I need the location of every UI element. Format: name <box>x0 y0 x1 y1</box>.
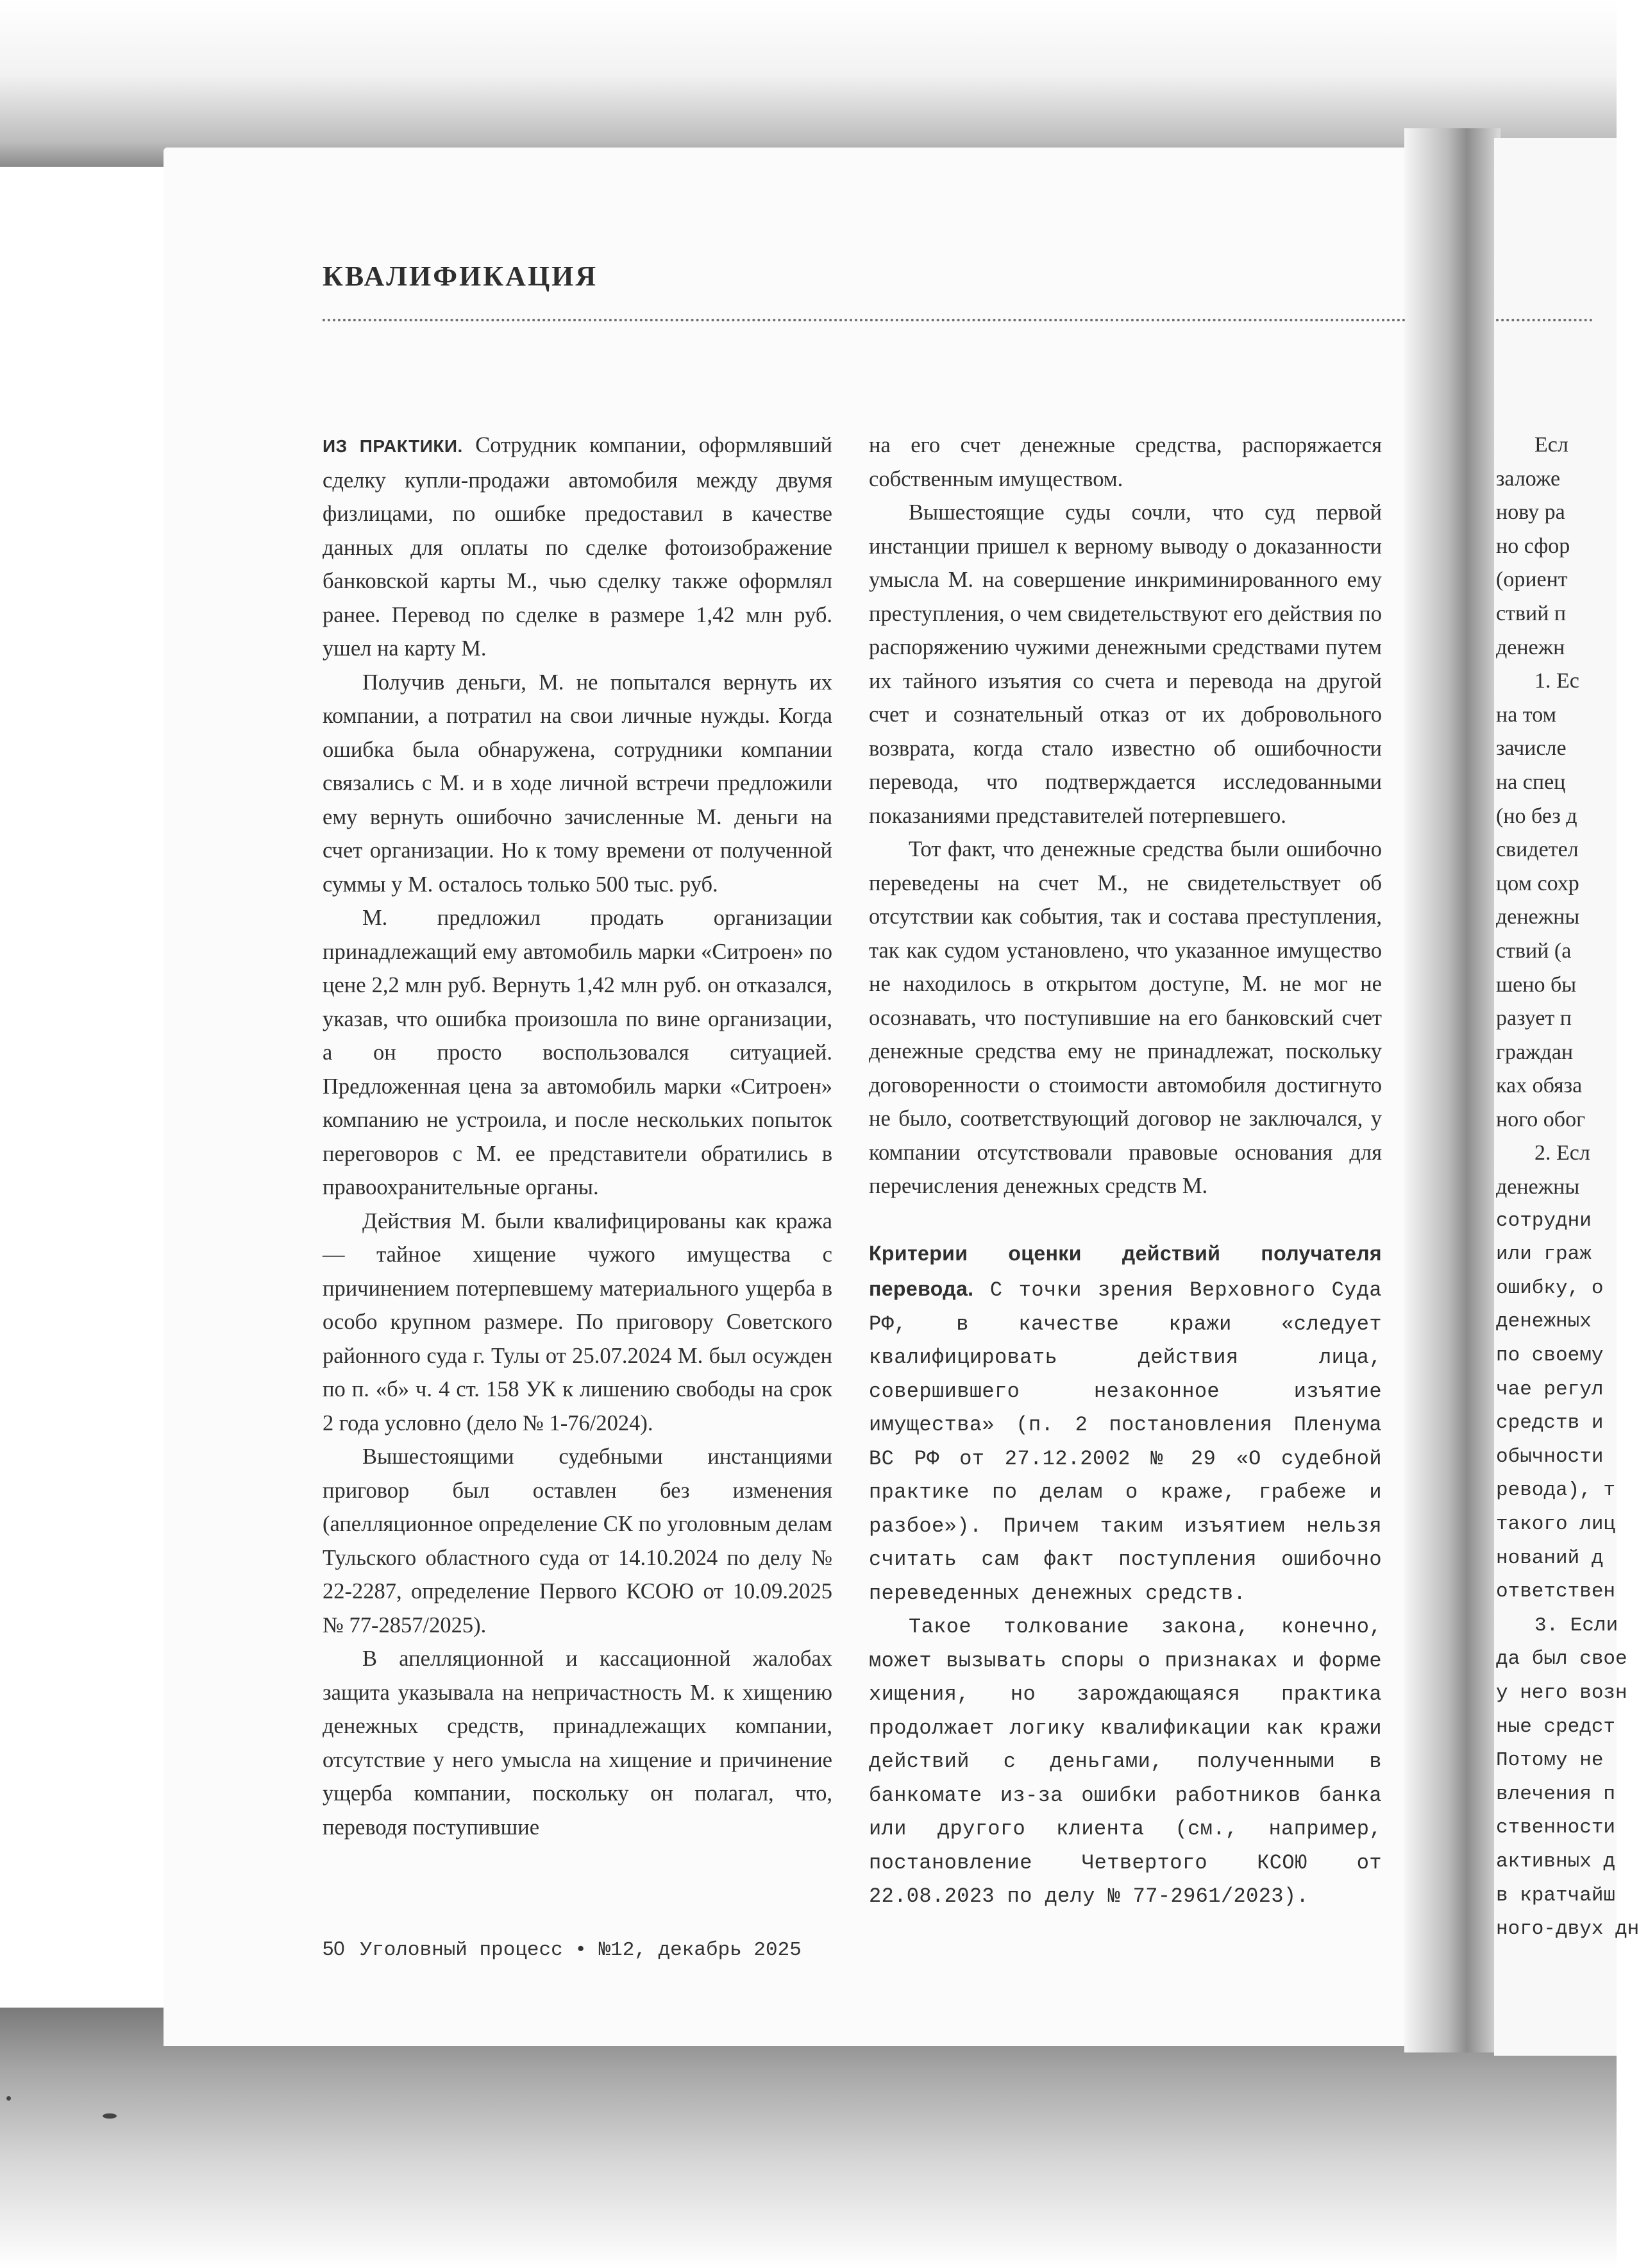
fragment-line: сотрудни <box>1496 1209 1592 1232</box>
subheading-text: С точки зрения Верховного Суда РФ, в качестве кражи «следует квалифицировать действия лица, совершившего незаконное изъятие имущества» (п. 2 постановления Пленума ВС РФ от 27.12.2002 № 29 «О судебной практике по делам о краже, грабеже и разбое»). Причем таким изъятием нельзя считать сам факт поступления ошибочно переведенных денежных средств. <box>869 1278 1382 1605</box>
fragment-line: цом сохр <box>1496 871 1579 895</box>
paragraph: В апелляционной и кассационной жалобах защита указывала на непричастность М. к хищению денежных средств, принадлежащих компании, отсутствие у него умысла на хищение и причинение ущерба компании, поскольку он полагал, что, переводя поступившие <box>323 1646 832 1840</box>
fragment-line: разует п <box>1496 1006 1572 1031</box>
fragment-line: ного обог <box>1496 1107 1586 1131</box>
subheading: Критерии оценки действий получателя перевода. <box>869 1241 1382 1300</box>
book-gutter <box>1404 128 1500 2052</box>
fragment-line: Есл <box>1534 433 1568 457</box>
fragment-line: чае регул <box>1496 1378 1604 1401</box>
fragment-line: или граж <box>1496 1243 1592 1266</box>
fragment-line: Потому не <box>1496 1749 1604 1772</box>
fragment-line: по своему <box>1496 1344 1604 1367</box>
fragment-line: денежны <box>1496 1175 1580 1199</box>
fragment-line: но сфор <box>1496 534 1570 558</box>
scan-speck <box>103 2113 117 2119</box>
fragment-line: на спец <box>1496 770 1566 794</box>
fragment-line: ственности <box>1496 1816 1616 1840</box>
fragment-line: ного-двух дн <box>1496 1918 1639 1941</box>
fragment-line: 2. Есл <box>1534 1141 1590 1165</box>
right-text-column <box>869 428 1382 1914</box>
fragment-line: на том <box>1496 702 1557 727</box>
fragment-line: у него возн <box>1496 1681 1627 1704</box>
lead-label: ИЗ ПРАКТИКИ. <box>323 436 463 456</box>
fragment-line: денежн <box>1496 635 1565 659</box>
fragment-line: зачисле <box>1496 736 1567 761</box>
fragment-line: (но без д <box>1496 804 1577 828</box>
scan-speck <box>6 2096 11 2101</box>
fragment-line: граждан <box>1496 1040 1574 1064</box>
page-number: 50 <box>323 1937 345 1959</box>
fragment-line: денежных <box>1496 1310 1592 1333</box>
criteria-paragraph <box>869 1237 1382 1611</box>
fragment-line: ные средст <box>1496 1715 1616 1738</box>
fragment-line: ревода), т <box>1496 1479 1616 1502</box>
fragment-line: денежны <box>1496 905 1580 929</box>
next-page-fragment <box>1496 428 1639 1947</box>
fragment-line: (ориент <box>1496 568 1568 592</box>
fragment-line: 3. Если <box>1534 1614 1618 1637</box>
paragraph: на его счет денежные средства, распоряжается собственным имуществом. <box>869 433 1382 491</box>
paragraph-spacer <box>869 1203 1382 1237</box>
fragment-line: влечения п <box>1496 1782 1616 1806</box>
fragment-line: шено бы <box>1496 972 1577 997</box>
section-title: КВАЛИФИКАЦИЯ <box>323 260 598 292</box>
page-footer <box>323 1937 802 1961</box>
paragraph: Действия М. были квалифицированы как кража — тайное хищение чужого имущества с причинением потерпевшему материального ущерба в особо крупном размере. По приговору Советского районного суда г. Тулы от 25.07.2024 М. был осужден по п. «б» ч. 4 ст. 158 УК к лишению свободы на срок 2 года условно (дело № 1-76/2024). <box>323 1208 832 1435</box>
lead-text: Сотрудник компании, оформлявший сделку купли-продажи автомобиля между двумя физлицами, по ошибке предоставил в качестве данных для оплаты по сделке фотоизображение банковской карты М., чью сделку также оформлял ранее. Перевод по сделке в размере 1,42 млн руб. ушел на карту М. <box>323 433 832 661</box>
fragment-line: нований д <box>1496 1546 1604 1570</box>
fragment-line: активных д <box>1496 1850 1616 1873</box>
fragment-line: средств и <box>1496 1412 1604 1435</box>
paragraph: Тот факт, что денежные средства были ошибочно переведены на счет М., не свидетельствует об отсутствии как события, так и состава преступления, так как судом установлено, что указанное имущество не находилось в открытом доступе, М. не мог не осознавать, что поступившие на его банковский счет денежные средства ему не принадлежат, поскольку договоренности о стоимости автомобиля достигнуто не было, соответствующий договор не заключался, у компании отсутствовали правовые основания для перечисления денежных средств М. <box>869 837 1382 1198</box>
scan-shadow-top <box>0 0 1617 167</box>
fragment-line: да был свое <box>1496 1648 1627 1671</box>
paragraph: Получив деньги, М. не попытался вернуть их компании, а потратил на свои личные нужды. Когда ошибка была обнаружена, сотрудники компании связались с М. и в ходе личной встречи предложили ему вернуть ошибочно зачисленные М. деньги на счет организации. Но к тому времени от полученной суммы у М. осталось только 500 тыс. руб. <box>323 670 832 897</box>
lead-paragraph <box>323 428 832 666</box>
fragment-line: 1. Ес <box>1534 669 1579 693</box>
fragment-line: такого лиц <box>1496 1513 1616 1536</box>
paragraph: Вышестоящие суды сочли, что суд первой инстанции пришел к верному выводу о доказанности умысла М. на совершение инкриминированного ему преступления, о чем свидетельствуют его действия по распоряжению чужими денежными средствами путем их тайного изъятия со счета и перевода на другой счет и сознательный отказ от их добровольного возврата, когда стало известно об ошибочности перевода, что подтверждается исследованными показаниями представителей потерпевшего. <box>869 500 1382 828</box>
scan-shadow-bottom <box>0 2008 1617 2268</box>
fragment-line: обычности <box>1496 1445 1604 1468</box>
paragraph: Вышестоящими судебными инстанциями приговор был оставлен без изменения (апелляционное определение СК по уголовным делам Тульского областного суда от 14.10.2024 по делу № 22-2287, определение Первого КСОЮ от 10.09.2025 № 77-2857/2025). <box>323 1444 832 1638</box>
fragment-line: свидетел <box>1496 838 1579 862</box>
fragment-line: ответствен <box>1496 1580 1616 1604</box>
fragment-line: ствий п <box>1496 601 1567 625</box>
header-dotted-rule <box>323 319 1406 321</box>
fragment-line: в кратчайш <box>1496 1884 1616 1907</box>
journal-name: Уголовный процесс • №12, декабрь 2025 <box>360 1939 802 1961</box>
fragment-line: ках обяза <box>1496 1074 1583 1098</box>
paragraph: М. предложил продать организации принадлежащий ему автомобиль марки «Ситроен» по цене 2,2 млн руб. Вернуть 1,42 млн руб. он отказался, указав, что ошибка произошла по вине организации, а он просто воспользовался ситуацией. Предложенная цена за автомобиль марки «Ситроен» компанию не устроила, и после нескольких попыток переговоров с М. ее представители обратились в правоохранительные органы. <box>323 906 832 1199</box>
paragraph: Такое толкование закона, конечно, может вызывать споры о признаках и форме хищения, но зарождающаяся практика продолжает логику квалификации как кражи действий с деньгами, полученными в банкомате из-за ошибки работников банка или другого клиента (см., например, постановление Четвертого КСОЮ от 22.08.2023 по делу № 77-2961/2023). <box>869 1615 1382 1908</box>
fragment-line: заложе <box>1496 466 1561 491</box>
fragment-line: нову ра <box>1496 500 1565 525</box>
fragment-line: ствий (а <box>1496 938 1572 963</box>
left-text-column <box>323 428 832 1844</box>
fragment-line: ошибку, о <box>1496 1276 1604 1299</box>
header-dotted-rule-continued <box>1496 319 1592 321</box>
